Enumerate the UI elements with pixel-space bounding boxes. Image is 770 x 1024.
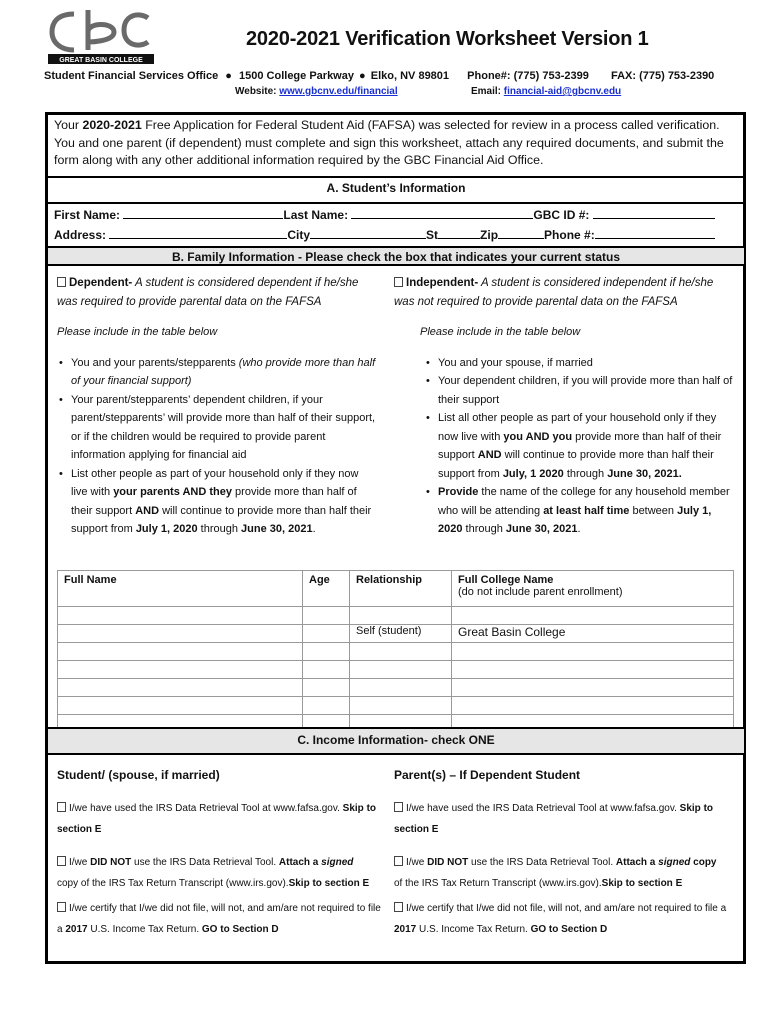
phone-field[interactable] [595,226,715,239]
student-address-row: Address: City St Zip Phone #: [54,226,715,242]
table-row [58,679,734,697]
dependent-checkbox[interactable] [57,277,66,287]
college-cell[interactable]: Great Basin College [452,625,734,643]
header-college: Full College Name (do not include parent enrollment) [452,571,734,607]
header-age: Age [303,571,350,607]
age-cell[interactable] [303,643,350,661]
student-option-nonfiler: I/we certify that I/we did not file, will not, and am/are not required to file a 2017 U.S. Income Tax Return. GO to Section D [57,903,381,935]
address-field[interactable] [109,226,287,239]
zip-field[interactable] [498,226,544,239]
age-cell[interactable] [303,625,350,643]
table-row [58,607,734,625]
office-address: 1500 College Parkway [239,70,354,82]
website-line: Website: www.gbcnv.edu/financial [235,86,398,97]
full-name-cell[interactable] [58,643,303,661]
list-item: • List other people as part of your household only if they now live with your parents AND they provide more than half of their support AND will continue to provide more than half their support from July 1, 2020 through June 30, 2021. [57,465,377,539]
relationship-cell[interactable] [350,643,452,661]
office-contact-line: Student Financial Services Office ● 1500 College Parkway ● Elko, NV 89801 Phone#: (775) 753-2399 FAX: (775) 753-2390 [44,70,715,82]
table-row [58,625,734,643]
section-a-title: A. Student’s Information [326,181,466,195]
email-link[interactable]: financial-aid@gbcnv.edu [503,86,622,97]
email-line: Email: financial-aid@gbcnv.edu [471,86,622,97]
list-item: • Provide the name of the college for any household member who will be attending at least half time between July 1, 2020 through June 30, 2021. [424,483,734,539]
student-transcript-checkbox[interactable] [57,856,66,866]
section-b-title: B. Family Information - Please check the box that indicates your current status [48,246,744,266]
student-drt-checkbox[interactable] [57,802,66,812]
independent-list [394,354,734,539]
household-table [57,570,734,733]
age-cell[interactable] [303,607,350,625]
parent-option-nonfiler: I/we certify that I/we did not file, will not, and am/are not required to file a 2017 U.S. Income Tax Return. GO to Section D [394,903,727,935]
parent-nonfiler-checkbox[interactable] [394,902,403,912]
office-phone: Phone#: (775) 753-2399 [467,70,589,82]
full-name-cell[interactable] [58,607,303,625]
gbc-id-field[interactable] [593,206,715,219]
student-option-drt: I/we have used the IRS Data Retrieval Tool at www.fafsa.gov. Skip to section E [57,803,377,835]
city-field[interactable] [310,226,426,239]
college-cell[interactable] [452,607,734,625]
list-item: • You and your parents/stepparents (who provide more than half of your financial support) [57,354,377,391]
full-name-cell[interactable] [58,661,303,679]
college-logo [44,8,156,66]
parent-option-drt: I/we have used the IRS Data Retrieval Tool at www.fafsa.gov. Skip to section E [394,803,714,835]
section-c-title: C. Income Information- check ONE [48,727,744,755]
college-cell[interactable] [452,697,734,715]
parent-transcript-checkbox[interactable] [394,856,403,866]
student-income-heading: Student/ (spouse, if married) [57,768,220,782]
first-name-field[interactable] [123,206,283,219]
student-nonfiler-checkbox[interactable] [57,902,66,912]
dependent-list [57,354,377,539]
header-full-name: Full Name [58,571,303,607]
office-city: Elko, NV 89801 [370,70,450,82]
full-name-cell[interactable] [58,697,303,715]
table-row [58,661,734,679]
independent-column: Independent- A student is considered independent if he/she was not required to provide parental data on the FAFSA Please include in the table below • You and your spouse, if married • Your dependent children, if you will provide more than half of their support • List all other people as part of your household only if they now live with you AND you provide more than half of their support AND will continue to provide more than half their support from July, 1 2020 through June 30, 2021. • Provide the name of the college for any household member who will be attending at least half time between July 1, 2020 through June 30, 2021. [394,274,734,539]
relationship-cell[interactable] [350,661,452,679]
intro-paragraph: Your 2020-2021 Free Application for Federal Student Aid (FAFSA) was selected for review in a process called verification. You and one parent (if dependent) must complete and sign this worksheet, attach any required documents, and submit the form along with any other additional information required by the GBC Financial Aid Office. [54,118,724,167]
relationship-cell[interactable]: Self (student) [350,625,452,643]
independent-note: Please include in the table below [420,326,581,338]
page-title: 2020-2021 Verification Worksheet Version 1 [246,28,649,50]
state-field[interactable] [438,226,480,239]
age-cell[interactable] [303,679,350,697]
table-row [58,697,734,715]
parent-option-transcript: I/we DID NOT use the IRS Data Retrieval Tool. Attach a signed copy of the IRS Tax Return Transcript (www.irs.gov).Skip to section E [394,857,717,889]
dependent-note: Please include in the table below [57,326,218,338]
age-cell[interactable] [303,661,350,679]
list-item: • Your dependent children, if you will provide more than half of their support [424,372,734,409]
list-item: • Your parent/stepparents’ dependent children, if your parent/stepparents’ will provide more than half of their support, or if the children would be required to provide parent information applying for financial aid [57,391,377,465]
table-row [58,643,734,661]
dependent-column: Dependent- A student is considered dependent if he/she was required to provide parental data on the FAFSA Please include in the table below • You and your parents/stepparents (who provide more than half of your financial support) • Your parent/stepparents’ dependent children, if your parent/stepparents’ will provide more than half of their support, or if the children would be required to provide parent information applying for financial aid • List other people as part of your household only if they now live with your parents AND they provide more than half of their support AND will continue to provide more than half their support from July 1, 2020 through June 30, 2021. [57,274,377,539]
office-fax: FAX: (775) 753-2390 [610,70,715,82]
relationship-cell[interactable] [350,679,452,697]
website-link[interactable]: www.gbcnv.edu/financial [279,86,398,97]
college-cell[interactable] [452,661,734,679]
relationship-cell[interactable] [350,607,452,625]
student-option-transcript: I/we DID NOT use the IRS Data Retrieval Tool. Attach a signed copy of the IRS Tax Return Transcript (www.irs.gov).Skip to section E [57,857,370,889]
student-name-row: First Name: Last Name: GBC ID #: [54,206,715,222]
header-relationship: Relationship [350,571,452,607]
parent-drt-checkbox[interactable] [394,802,403,812]
logo-text: GREAT BASIN COLLEGE [59,57,143,64]
list-item: • You and your spouse, if married [424,354,734,373]
college-cell[interactable] [452,679,734,697]
last-name-field[interactable] [351,206,533,219]
age-cell[interactable] [303,697,350,715]
parent-income-heading: Parent(s) – If Dependent Student [394,768,581,782]
office-name: Student Financial Services Office [44,70,219,82]
college-cell[interactable] [452,643,734,661]
full-name-cell[interactable] [58,625,303,643]
independent-checkbox[interactable] [394,277,403,287]
full-name-cell[interactable] [58,679,303,697]
relationship-cell[interactable] [350,697,452,715]
list-item: • List all other people as part of your household only if they now live with you AND you provide more than half of their support AND will continue to provide more than half their support from July, 1 2020 through June 30, 2021. [424,409,734,483]
table-header-row [58,571,734,607]
